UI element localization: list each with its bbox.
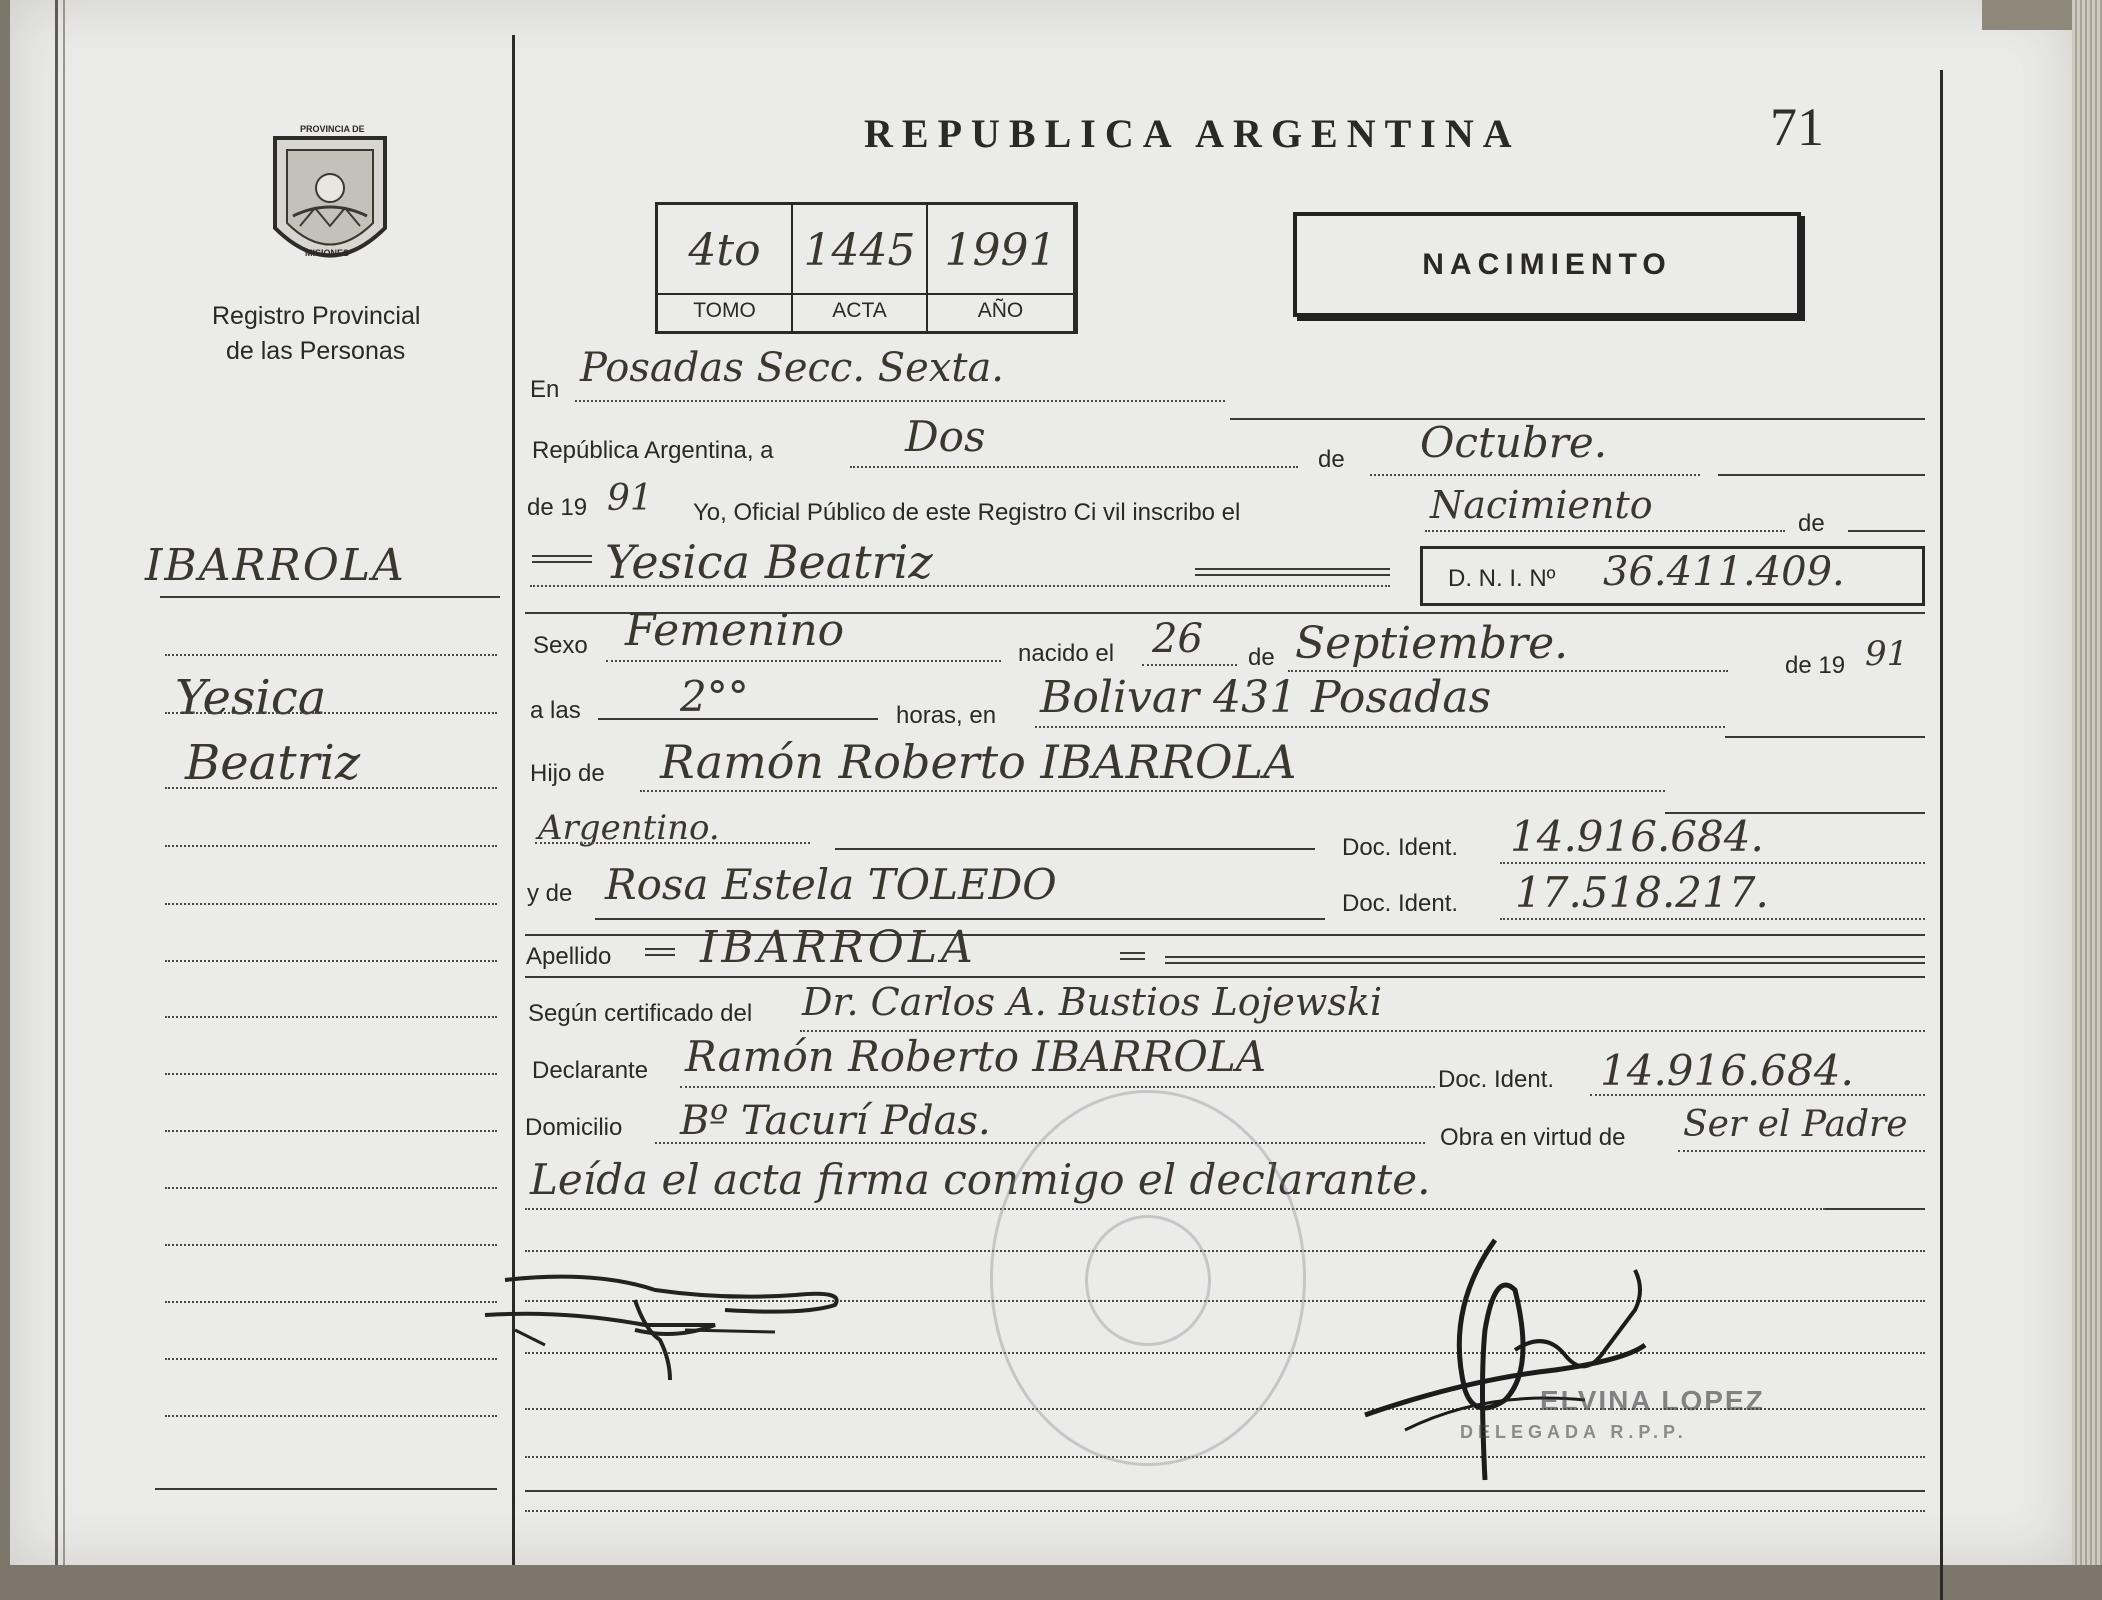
tomo-cell — [658, 205, 793, 331]
doc-label: Doc. Ident. — [1342, 834, 1459, 861]
acta-label: ACTA — [832, 299, 887, 322]
en-value: Posadas Secc. Sexta. — [580, 345, 1005, 391]
act-type-box: NACIMIENTO — [1293, 212, 1801, 317]
hour-line — [598, 718, 878, 720]
margin-dotted-line — [165, 654, 497, 656]
apellido-fill-strike — [1165, 956, 1925, 964]
month-line — [1718, 474, 1925, 476]
margin-dotted-line — [165, 845, 497, 847]
yo-text: Yo, Oficial Público de este Registro Ci vil inscribo el — [693, 499, 1241, 526]
domicilio-label: Domicilio — [525, 1114, 623, 1141]
continuation-line — [1825, 1208, 1925, 1210]
registry-name-line1: Registro Provincial — [212, 302, 421, 330]
margin-dotted-line — [165, 787, 497, 789]
margin-given-2: Beatriz — [185, 735, 361, 791]
year-value: 91 — [607, 478, 653, 519]
obra-value: Ser el Padre — [1683, 1104, 1908, 1145]
page-stack-edge — [2072, 0, 2102, 1565]
domicilio-value: Bº Tacurí Pdas. — [680, 1098, 991, 1144]
declarante-dotted-line — [680, 1086, 1435, 1088]
de-label-2: de — [1798, 510, 1825, 537]
father-value: Ramón Roberto IBARROLA — [660, 735, 1297, 789]
mother-doc: 17.518.217. — [1515, 868, 1769, 917]
ano-label: AÑO — [977, 299, 1024, 322]
en-label: En — [530, 376, 560, 403]
de19-label-2: de 19 — [1785, 652, 1846, 679]
doctor-value: Dr. Carlos A. Bustios Lojewski — [802, 980, 1383, 1024]
dni-value: 36.411.409. — [1603, 549, 1845, 595]
right-rule — [1940, 70, 1943, 1600]
father-doc: 14.916.684. — [1510, 812, 1764, 861]
declarante-label: Declarante — [532, 1057, 649, 1084]
birth-day-dotted-line — [1142, 664, 1237, 666]
obra-label: Obra en virtud de — [1440, 1124, 1626, 1151]
inscribe-value: Nacimiento — [1430, 483, 1653, 527]
inscribe-end-line — [1848, 530, 1925, 532]
nacido-label: nacido el — [1018, 640, 1115, 667]
dni-label: D. N. I. Nº — [1448, 565, 1556, 592]
declarante-doc: 14.916.684. — [1600, 1046, 1854, 1095]
margin-dotted-line — [165, 960, 497, 962]
book-spine — [55, 0, 58, 1565]
registry-name-line2: de las Personas — [226, 337, 406, 365]
doc-label-2: Doc. Ident. — [1342, 890, 1459, 917]
hijo-label: Hijo de — [530, 760, 605, 787]
tomo-label: TOMO — [693, 299, 756, 322]
margin-bottom-line — [155, 1488, 497, 1490]
obra-dotted-line — [1678, 1150, 1925, 1152]
seal-text-top: PROVINCIA DE — [300, 124, 365, 134]
country-title: REPUBLICA ARGENTINA — [864, 111, 1521, 156]
acta-value: 1445 — [803, 225, 916, 276]
empty-dotted-line — [525, 1456, 1925, 1458]
name-leading-strike — [532, 555, 592, 563]
empty-dotted-line — [525, 1510, 1925, 1512]
day-value: Dos — [905, 412, 986, 461]
segun-label: Según certificado del — [528, 1000, 753, 1027]
margin-surname: IBARROLA — [145, 540, 406, 591]
margin-dotted-line — [165, 1016, 497, 1018]
de19-label: de 19 — [527, 494, 588, 521]
record-number-table — [655, 202, 1078, 334]
dni-box — [1420, 546, 1925, 606]
bottom-line — [525, 1490, 1925, 1492]
apellido-trailing-strike — [1120, 952, 1145, 960]
de-label-3: de — [1248, 644, 1275, 671]
margin-dotted-line — [165, 1244, 497, 1246]
ano-value: 1991 — [944, 225, 1057, 276]
page-number: 71 — [1770, 97, 1824, 157]
day-dotted-line — [850, 466, 1298, 468]
apellido-label: Apellido — [526, 943, 612, 970]
embossed-seal-inner — [1085, 1215, 1211, 1346]
birth-year: 91 — [1865, 634, 1909, 674]
obra-continuation: Leída el acta firma conmigo el declarante. — [530, 1155, 1431, 1204]
de-label: de — [1318, 446, 1345, 473]
father-doc-dotted-line — [1500, 862, 1925, 864]
table-divider — [658, 293, 1075, 295]
sexo-value: Femenino — [625, 605, 845, 656]
father-dotted-line — [640, 790, 1665, 792]
margin-given-1: Yesica — [175, 670, 327, 726]
mother-value: Rosa Estela TOLEDO — [605, 860, 1057, 909]
official-stamp-name: ELVINA LOPEZ — [1540, 1385, 1765, 1416]
apellido-leading-strike — [645, 948, 675, 956]
name-dotted-line — [530, 585, 1390, 587]
acta-cell — [793, 205, 928, 331]
place-dotted-line — [1035, 726, 1725, 728]
margin-dotted-line — [165, 1415, 497, 1417]
sexo-dotted-line — [606, 660, 1001, 662]
birth-month: Septiembre. — [1295, 618, 1569, 669]
mother-line — [595, 918, 1325, 920]
apellido-line — [525, 976, 1925, 978]
declarante-doc-dotted-line — [1590, 1094, 1925, 1096]
margin-dotted-line — [165, 1073, 497, 1075]
margin-dotted-line — [165, 1130, 497, 1132]
name-trailing-strike — [1195, 568, 1390, 576]
margin-dotted-line — [165, 1358, 497, 1360]
yde-label: y de — [527, 880, 573, 907]
margin-dotted-line — [165, 903, 497, 905]
seal-text-bottom: MISIONES — [305, 248, 350, 258]
margin-dotted-line — [165, 712, 497, 714]
nat-line — [835, 848, 1315, 850]
declarante-value: Ramón Roberto IBARROLA — [685, 1032, 1267, 1081]
republica-label: República Argentina, a — [532, 437, 774, 464]
nat-dotted-line — [535, 842, 810, 844]
book-spine-shadow — [63, 0, 65, 1565]
doc-label-3: Doc. Ident. — [1438, 1066, 1555, 1093]
name-value: Yesica Beatriz — [605, 535, 933, 589]
ano-cell — [928, 205, 1075, 331]
horas-label: horas, en — [896, 702, 997, 729]
hour-value: 2°° — [680, 672, 749, 721]
left-signature-icon — [475, 1270, 855, 1395]
margin-dotted-line — [165, 1301, 497, 1303]
official-signature-icon — [1345, 1230, 1675, 1505]
official-stamp-role: DELEGADA R.P.P. — [1460, 1422, 1688, 1442]
alas-label: a las — [530, 697, 581, 724]
margin-line — [160, 596, 500, 598]
apellido-value: IBARROLA — [700, 922, 977, 973]
en-dotted-line — [575, 400, 1225, 402]
month-value: Octubre. — [1420, 418, 1608, 467]
birth-day: 26 — [1152, 616, 1203, 662]
month-dotted-line — [1370, 474, 1700, 476]
tomo-value: 4to — [688, 225, 761, 276]
inscribe-dotted-line — [1425, 530, 1785, 532]
place-line — [1725, 736, 1925, 738]
sexo-label: Sexo — [533, 632, 588, 659]
margin-dotted-line — [165, 1187, 497, 1189]
father-nationality: Argentino. — [538, 808, 720, 848]
place-value: Bolivar 431 Posadas — [1040, 672, 1492, 723]
mother-doc-dotted-line — [1500, 918, 1925, 920]
